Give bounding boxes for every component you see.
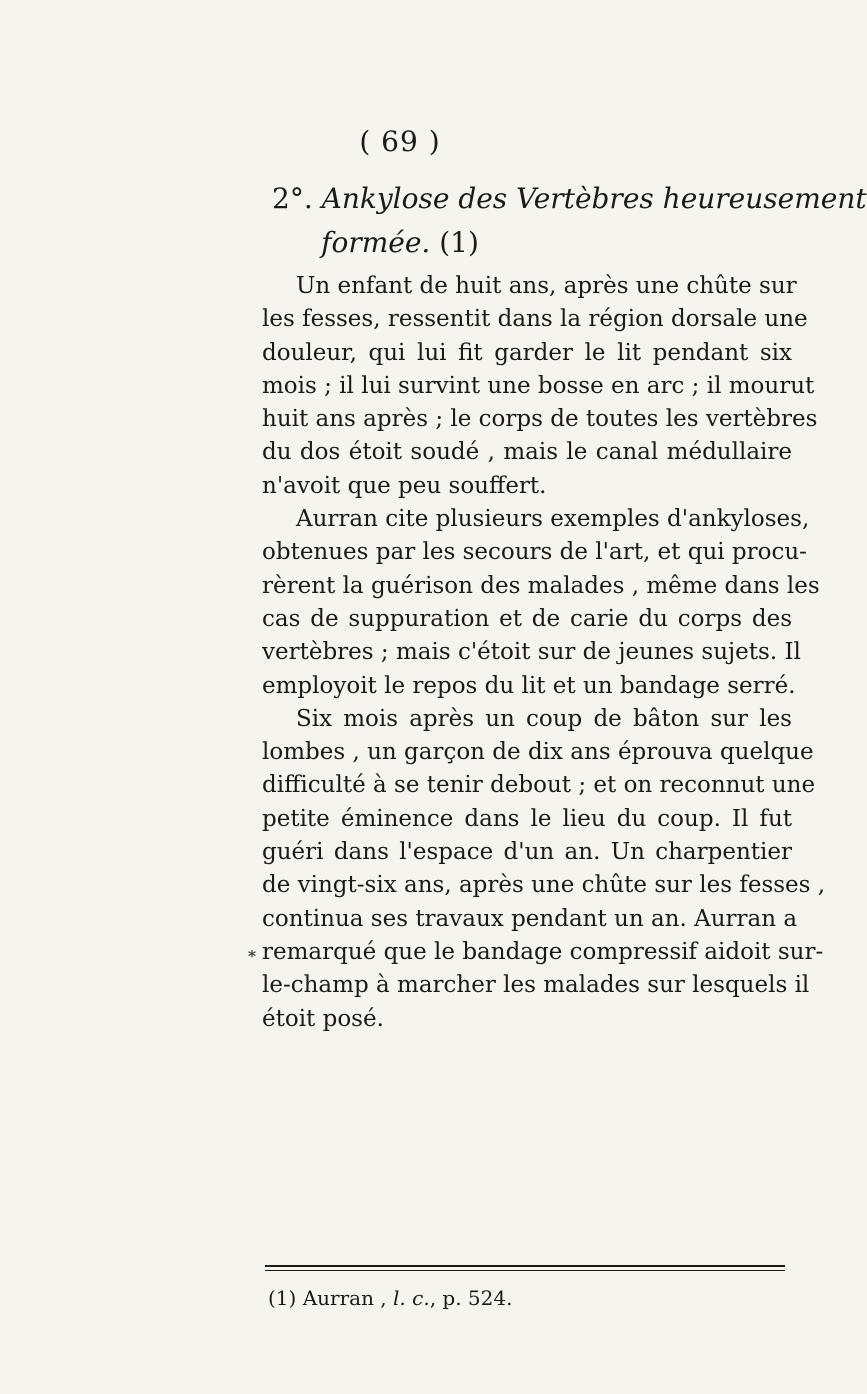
body-text xyxy=(262,270,826,1036)
footnote-rule-thin xyxy=(265,1270,785,1271)
footnote-marker: (1) xyxy=(268,1286,297,1310)
paragraph-line: lombes , un garçon de dix ans éprouva quelque xyxy=(262,739,814,766)
paragraph-line: étoit posé. xyxy=(262,1005,384,1032)
paragraph-line: vertèbres ; mais c'étoit sur de jeunes sujets. Il xyxy=(262,639,801,666)
paragraph-line: douleur, qui lui fit garder le lit pendant six xyxy=(262,339,792,366)
paragraph-line: rèrent la guérison des malades , même dans les xyxy=(262,572,820,599)
margin-mark: * xyxy=(248,947,256,966)
paragraph-line: du dos étoit soudé , mais le canal médullaire xyxy=(262,439,792,466)
paragraph-line: continua ses travaux pendant un an. Aurran a xyxy=(262,905,798,932)
heading-number: 2°. xyxy=(272,182,313,215)
footnote-author: Aurran , xyxy=(302,1286,387,1310)
paragraph-line: Un enfant de huit ans, après une chûte sur xyxy=(296,273,797,299)
page-number: ( 69 ) xyxy=(359,125,441,158)
paragraph-line: employoit le repos du lit et un bandage serré. xyxy=(262,672,796,699)
heading-title-line2: formée. xyxy=(321,226,431,259)
paragraph-line: Aurran cite plusieurs exemples d'ankyloses, xyxy=(296,506,810,533)
paragraph-line: remarqué que le bandage compressif aidoit sur- xyxy=(262,938,824,965)
paragraph-line: mois ; il lui survint une bosse en arc ; il mourut xyxy=(262,372,815,399)
footnote-page-ref: , p. 524. xyxy=(429,1286,513,1310)
paragraph-line: difficulté à se tenir debout ; et on reconnut une xyxy=(262,772,816,799)
paragraph-line: guéri dans l'espace d'un an. Un charpentier xyxy=(262,839,792,866)
footnote-rule-thick xyxy=(265,1265,785,1267)
paragraph-line: huit ans après ; le corps de toutes les vertèbres xyxy=(262,406,818,433)
paragraph-line: de vingt-six ans, après une chûte sur les fesses , xyxy=(262,872,826,899)
paragraph-line: Six mois après un coup de bâton sur les xyxy=(296,705,792,732)
footnote-abbr: l. c. xyxy=(393,1286,430,1310)
paragraph-line: petite éminence dans le lieu du coup. Il fut xyxy=(262,805,792,832)
paragraph-line: n'avoit que peu souffert. xyxy=(262,472,547,499)
paragraph-line: le-champ à marcher les malades sur lesquels il xyxy=(262,972,810,999)
footnote xyxy=(268,1286,512,1310)
heading-title-line1: Ankylose des Vertèbres heureusement xyxy=(321,182,867,215)
paragraph-line: les fesses, ressentit dans la région dorsale une xyxy=(262,306,808,333)
paragraph-line: obtenues par les secours de l'art, et qui procu- xyxy=(262,539,807,566)
heading-note-ref: (1) xyxy=(439,226,479,259)
section-heading xyxy=(272,178,867,220)
section-heading-line2 xyxy=(0,222,800,264)
paragraph-line: cas de suppuration et de carie du corps des xyxy=(262,605,792,632)
